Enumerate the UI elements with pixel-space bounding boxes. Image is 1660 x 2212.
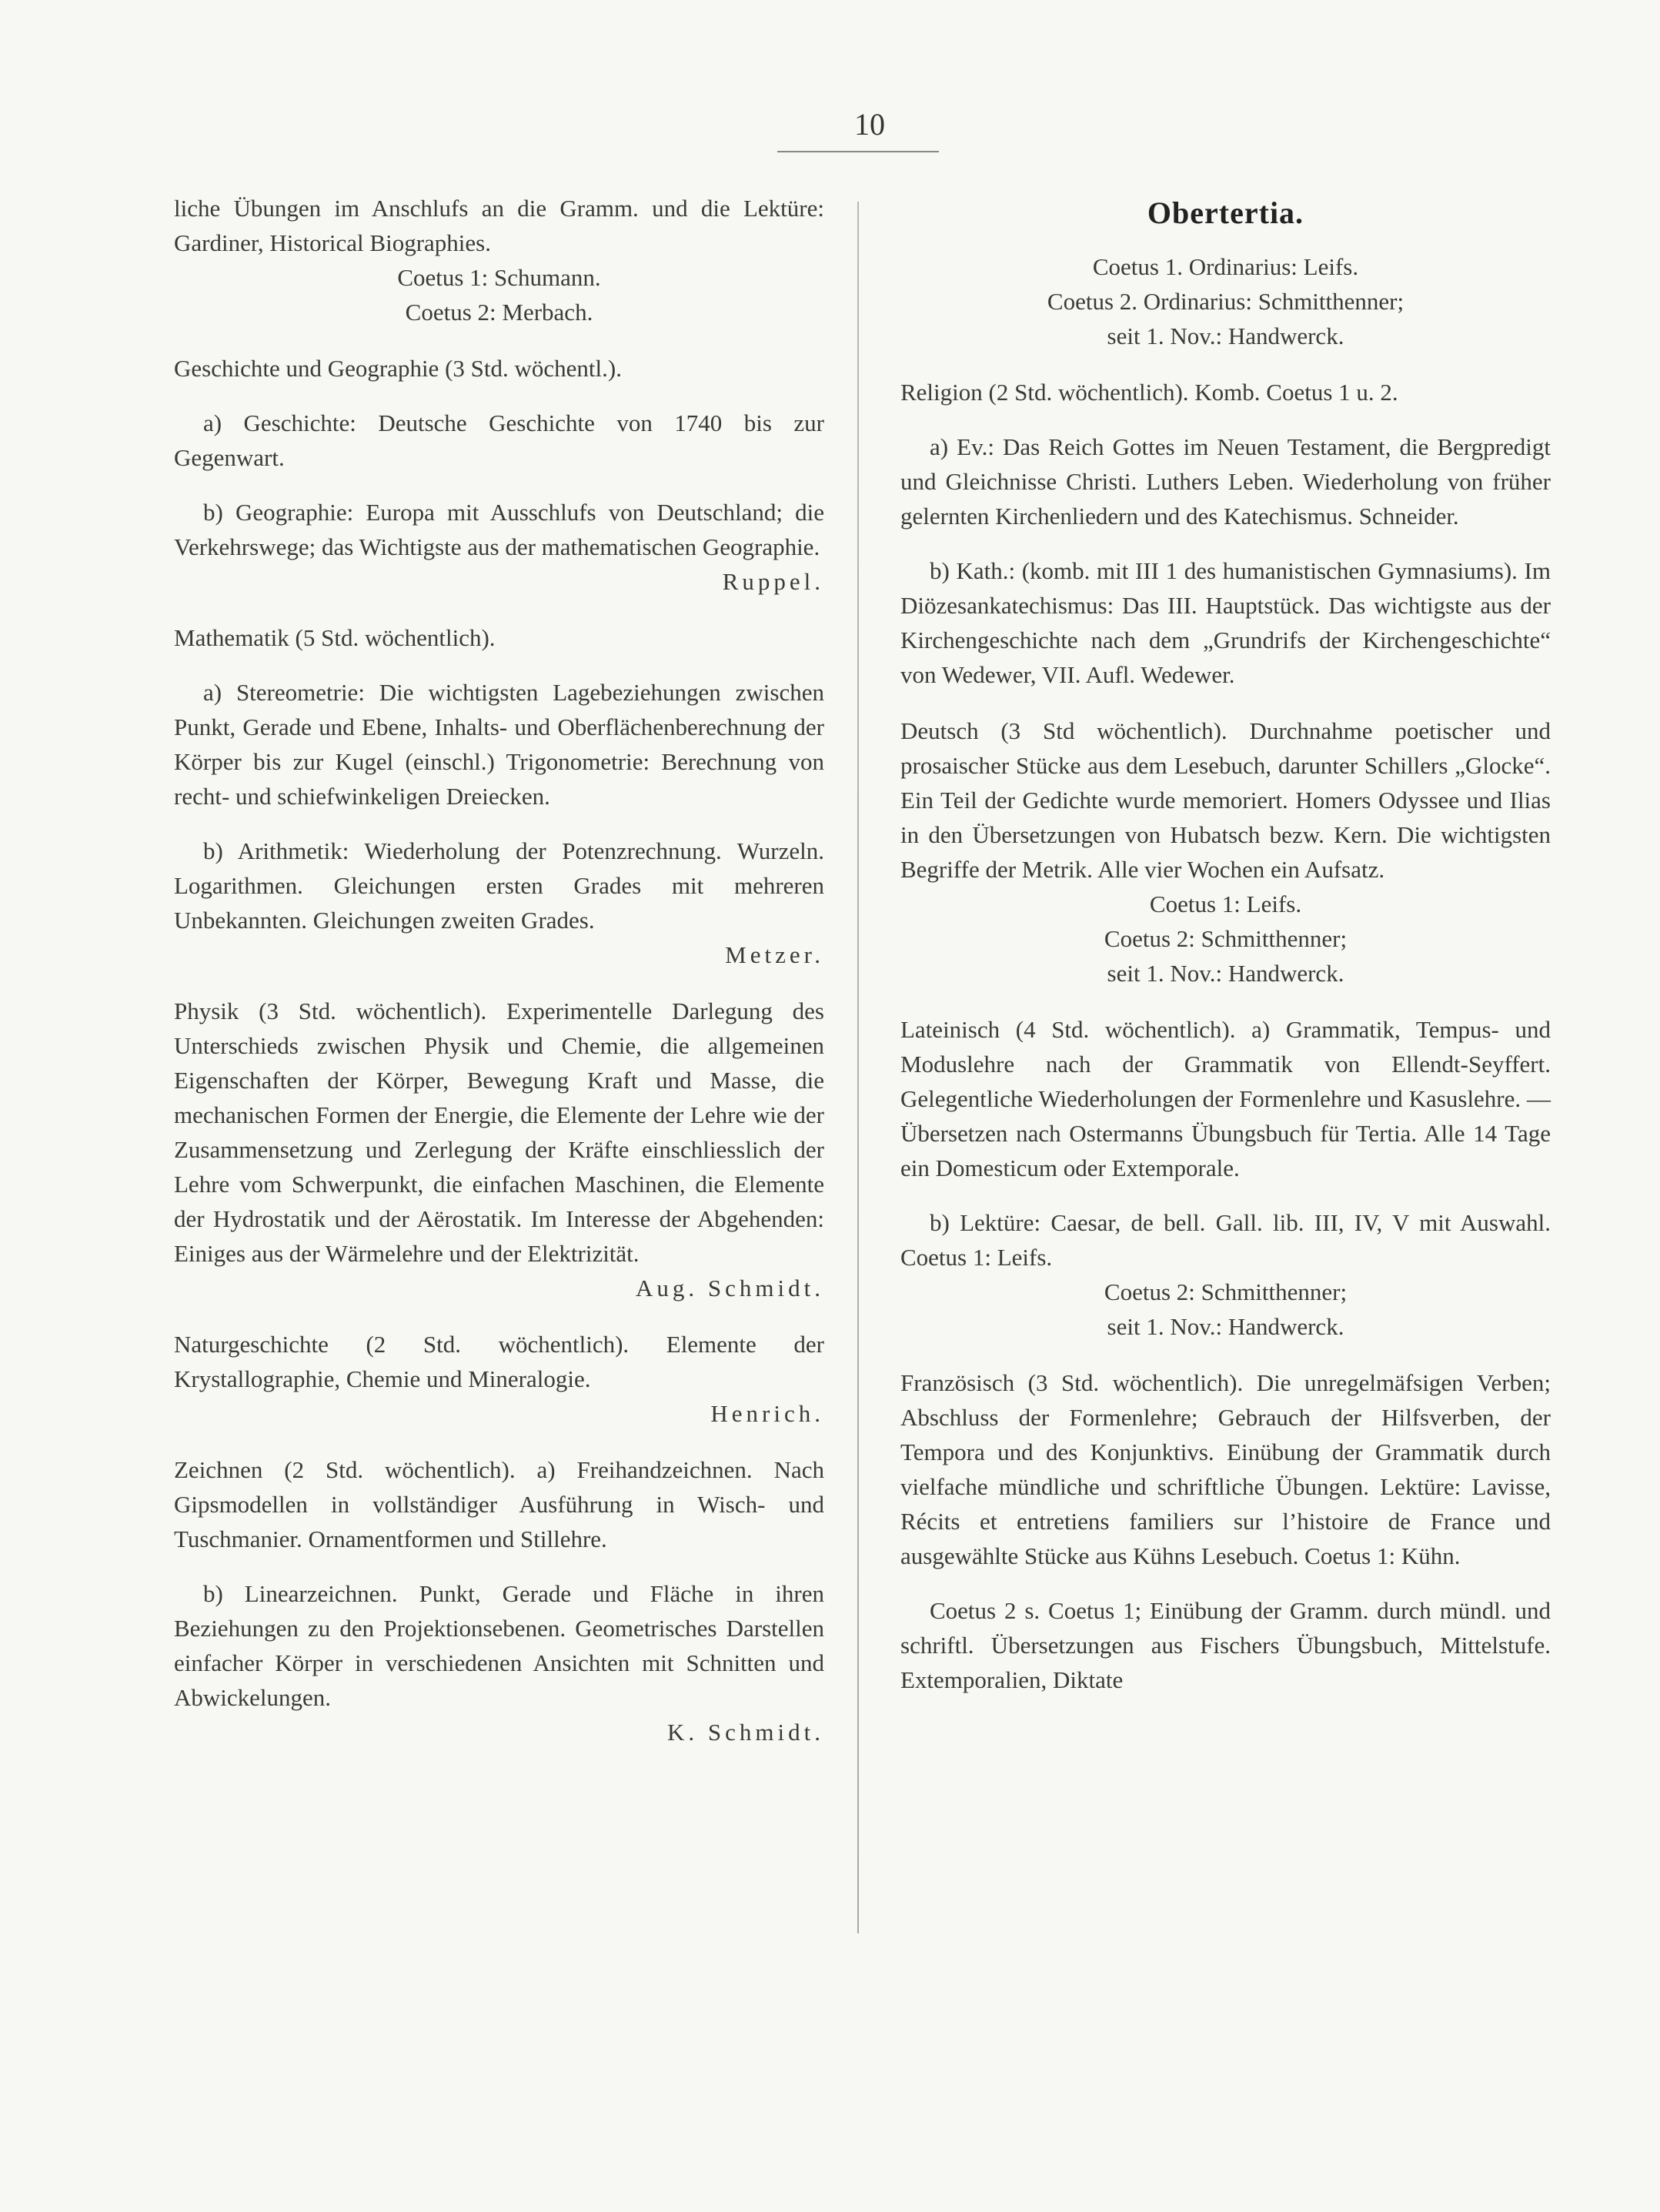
left-paragraph: b) Linearzeichnen. Punkt, Gerade und Fläche in ihren Beziehungen zu den Projektionsebenen. Geometrisches Darstellen einfacher Körper in verschiedenen Ansichten mit Schnitten und Abwickelungen. [174,1580,824,1711]
right-paragraph: b) Kath.: (komb. mit III 1 des humanistischen Gymnasiums). Im Diözesankatechismus: Das III. Hauptstück. Das wichtigste aus der Kirchengeschichte nach dem „Grundrifs der Kirchengeschichte“ von Wedewer, VII. Aufl. Wedewer. [900,557,1551,688]
right-paragraph: Französisch (3 Std. wöchentlich). Die unregelmäfsigen Verben; Abschluss der Formenlehre; Gebrauch der Hilfsverben, der Tempora und des Konjunktivs. Einübung der Grammatik durch vielfache mündliche und schriftliche Übungen. Lektüre: Lavisse, Récits et entretiens familiers sur l’histoire de France und ausgewählte Stücke aus Kühns Lesebuch. Coetus 1: Kühn. [900,1369,1551,1569]
left-paragraph: Mathematik (5 Std. wöchentlich). [174,624,496,651]
right-paragraph: Coetus 2: Schmitthenner; [1104,1278,1348,1305]
right-paragraph: Religion (2 Std. wöchentlich). Komb. Coetus 1 u. 2. [900,379,1398,406]
left-paragraph: Geschichte und Geographie (3 Std. wöchentl.). [174,355,622,382]
right-paragraph: Coetus 1. Ordinarius: Leifs. [1092,253,1359,280]
section-title-obertertia: Obertertia. [1147,195,1304,230]
right-paragraph: Lateinisch (4 Std. wöchentlich). a) Grammatik, Tempus- und Moduslehre nach der Grammatik von Ellendt-Seyffert. Gelegentliche Wiederholungen der Formenlehre und Kasuslehre. — Übersetzen nach Ostermanns Übungsbuch für Tertia. Alle 14 Tage ein Domesticum oder Extemporale. [900,1016,1551,1181]
left-column [174,191,824,1749]
right-paragraph: Coetus 1: Leifs. [1149,890,1302,917]
page-number: 10 [854,107,885,142]
right-paragraph: Coetus 2 s. Coetus 1; Einübung der Gramm. durch mündl. und schriftl. Übersetzungen aus Fischers Übungsbuch, Mittelstufe. Extemporalien, Diktate [900,1597,1551,1693]
page-number-rule [777,151,939,152]
right-column [900,191,1551,1697]
left-paragraph: Henrich. [710,1400,824,1427]
right-paragraph: b) Lektüre: Caesar, de bell. Gall. lib. III, IV, V mit Auswahl. Coetus 1: Leifs. [900,1209,1551,1271]
left-paragraph: b) Geographie: Europa mit Ausschlufs von Deutschland; die Verkehrswege; das Wichtigste aus der mathematischen Geographie. [174,499,824,560]
left-paragraph: Ruppel. [722,568,824,595]
left-paragraph: liche Übungen im Anschlufs an die Gramm. und die Lektüre: Gardiner, Historical Biographies. [174,195,824,256]
left-paragraph: Metzer. [725,941,824,968]
left-paragraph: Aug. Schmidt. [636,1275,824,1301]
left-paragraph: Physik (3 Std. wöchentlich). Experimentelle Darlegung des Unterschieds zwischen Physik und Chemie, die allgemeinen Eigenschaften der Körper, Bewegung Kraft und Masse, die mechanischen Formen der Energie, die Elemente der Lehre wie der Zusammensetzung und Zerlegung der Kräfte einschliesslich der Lehre vom Schwerpunkt, die einfachen Maschinen, die Elemente der Hydrostatik und der Aërostatik. Im Interesse der Abgehenden: Einiges aus der Wärmelehre und der Elektrizität. [174,997,824,1267]
left-paragraph: Zeichnen (2 Std. wöchentlich). a) Freihandzeichnen. Nach Gipsmodellen in vollständiger Ausführung in Wisch- und Tuschmanier. Ornamentformen und Stillehre. [174,1456,824,1552]
right-paragraph: a) Ev.: Das Reich Gottes im Neuen Testament, die Bergpredigt und Gleichnisse Christi. Luthers Leben. Wiederholung von früher gelernten Kirchenliedern und des Katechismus. Schneider. [900,433,1551,530]
right-paragraph: Deutsch (3 Std wöchentlich). Durchnahme poetischer und prosaischer Stücke aus dem Lesebuch, darunter Schillers „Glocke“. Ein Teil der Gedichte wurde memoriert. Homers Odyssee und Ilias in den Übersetzungen von Hubatsch bezw. Kern. Die wichtigsten Begriffe der Metrik. Alle vier Wochen ein Aufsatz. [900,717,1551,883]
left-paragraph: a) Geschichte: Deutsche Geschichte von 1740 bis zur Gegenwart. [174,409,824,471]
left-paragraph: Coetus 1: Schumann. [397,264,601,291]
left-paragraph: K. Schmidt. [667,1719,824,1746]
right-paragraph: seit 1. Nov.: Handwerck. [1107,960,1344,987]
left-paragraph: b) Arithmetik: Wiederholung der Potenzrechnung. Wurzeln. Logarithmen. Gleichungen ersten Grades mit mehreren Unbekannten. Gleichungen zweiten Grades. [174,837,824,934]
right-paragraph: Coetus 2. Ordinarius: Schmitthenner; [1047,288,1404,315]
right-paragraph: Coetus 2: Schmitthenner; [1104,925,1348,952]
right-paragraph: seit 1. Nov.: Handwerck. [1107,1313,1344,1340]
left-paragraph: Naturgeschichte (2 Std. wöchentlich). Elemente der Krystallographie, Chemie und Mineralogie. [174,1331,824,1392]
left-paragraph: Coetus 2: Merbach. [405,299,593,326]
right-paragraph: seit 1. Nov.: Handwerck. [1107,322,1344,349]
left-paragraph: a) Stereometrie: Die wichtigsten Lagebeziehungen zwischen Punkt, Gerade und Ebene, Inhalts- und Oberflächenberechnung der Körper bis zur Kugel (einschl.) Trigonometrie: Berechnung von recht- und schiefwinkeligen Dreiecken. [174,679,824,810]
column-divider [857,202,859,1933]
